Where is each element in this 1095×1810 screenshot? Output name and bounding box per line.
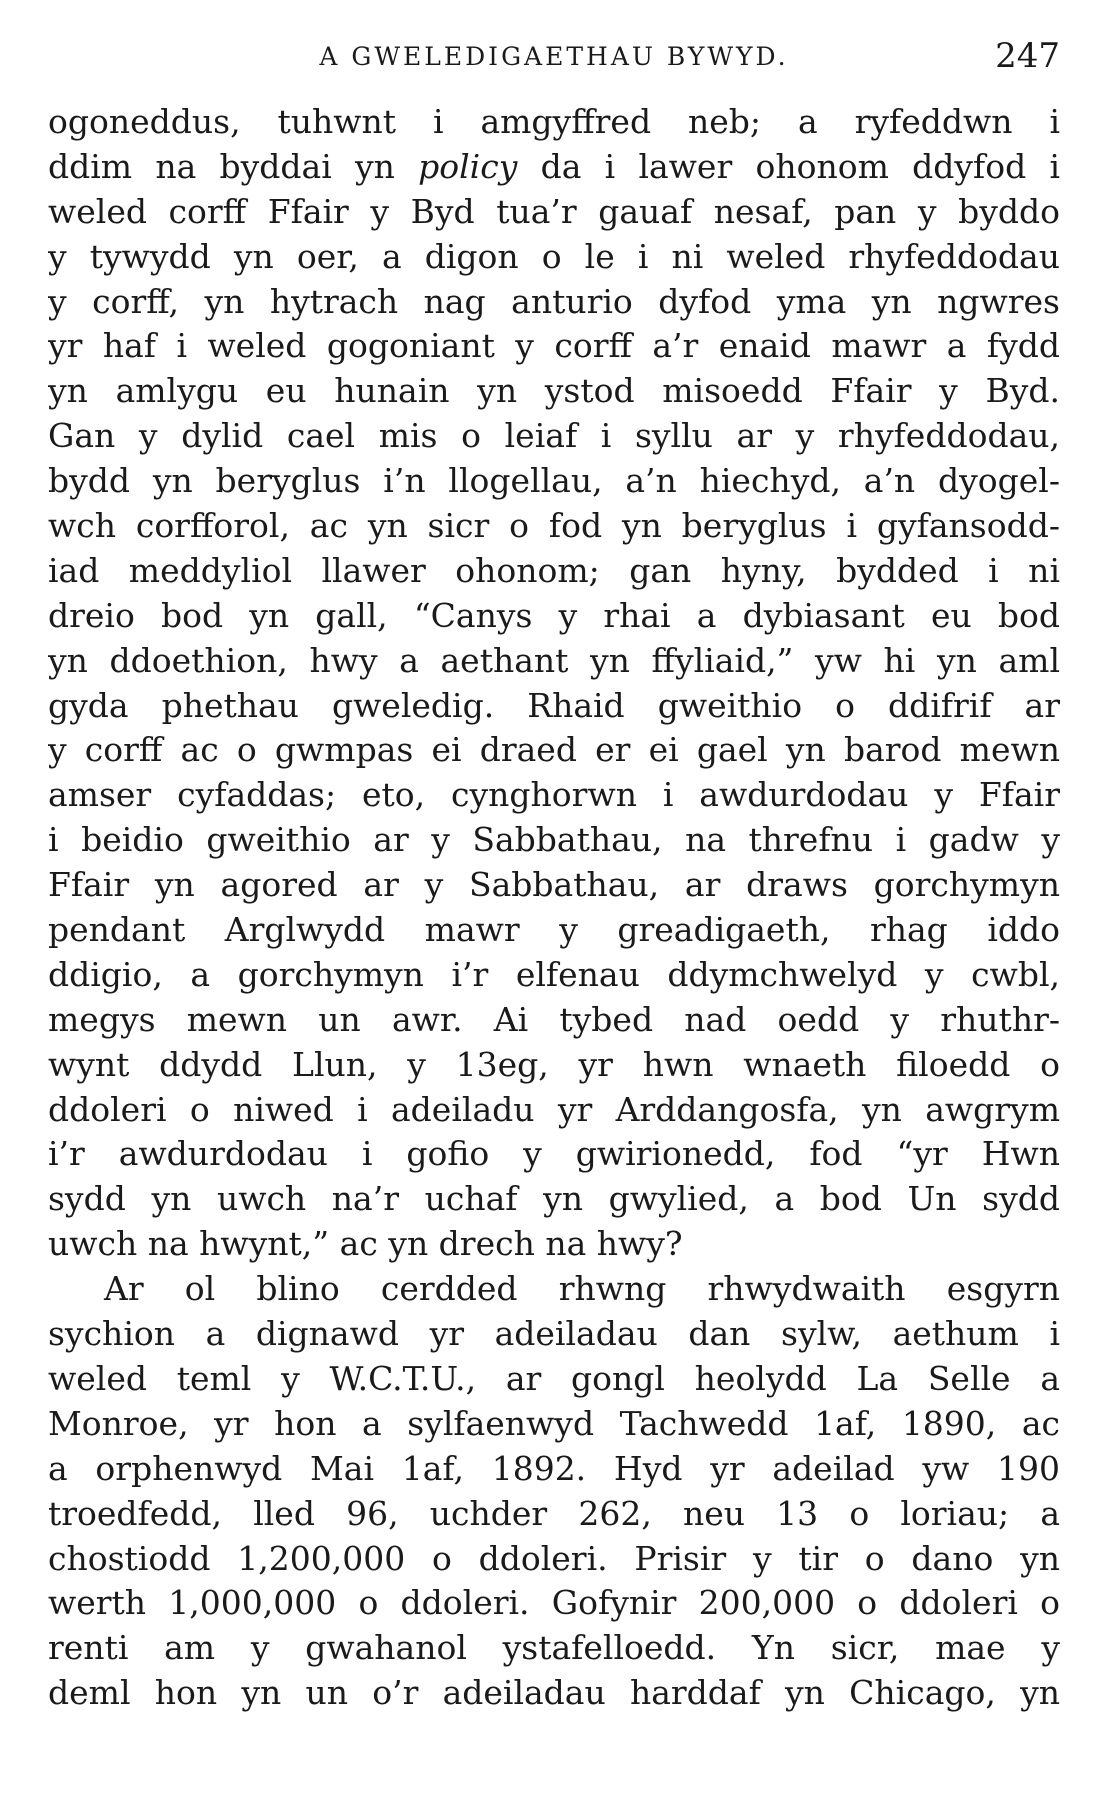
text-line: ogoneddus, tuhwnt i amgyffred neb; a ryfeddwn i bbox=[48, 102, 1060, 141]
text-line: dreio bod yn gall, “Canys y rhai a dybiasant eu bod bbox=[48, 595, 1060, 635]
text-line: y corff ac o gwmpas ei draed er ei gael yn barod mewn bbox=[48, 730, 1060, 770]
text-line: Monroe, yr hon a sylfaenwyd Tachwedd 1af, 1890, ac bbox=[48, 1403, 1060, 1443]
book-page bbox=[48, 36, 1060, 1716]
text-line: weled corff Ffair y Byd tua’r gauaf nesaf, pan y byddo bbox=[48, 191, 1060, 231]
paragraph-2 bbox=[48, 1267, 1060, 1716]
text-line: yr haf i weled gogoniant y corff a’r enaid mawr a fydd bbox=[48, 326, 1060, 366]
paragraph-1 bbox=[48, 100, 1060, 1267]
text-line: wch corfforol, ac yn sicr o fod yn beryglus i gyfansodd- bbox=[48, 506, 1060, 546]
text-line: renti am y gwahanol ystafelloedd. Yn sicr, mae y bbox=[48, 1628, 1060, 1668]
text-line: y tywydd yn oer, a digon o le i ni weled rhyfeddodau bbox=[48, 236, 1060, 276]
text-line: sydd yn uwch na’r uchaf yn gwylied, a bod Un sydd bbox=[48, 1179, 1060, 1219]
running-head bbox=[48, 36, 1060, 88]
text-line: gyda phethau gweledig. Rhaid gweithio o ddifrif ar bbox=[48, 685, 1060, 725]
italic-word: policy bbox=[418, 146, 518, 186]
text-line: ddigio, a gorchymyn i’r elfenau ddymchwelyd y cwbl, bbox=[48, 954, 1060, 994]
text-line: uwch na hwynt,” ac yn drech na hwy? bbox=[48, 1224, 683, 1264]
text-line: sychion a dignawd yr adeiladau dan sylw, aethum i bbox=[48, 1314, 1060, 1354]
text-line: ddoleri o niwed i adeiladu yr Arddangosfa, yn awgrym bbox=[48, 1089, 1060, 1129]
text-line: bydd yn beryglus i’n llogellau, a’n hiechyd, a’n dyogel- bbox=[48, 461, 1060, 501]
text-line: Gan y dylid cael mis o leiaf i syllu ar y rhyfeddodau, bbox=[48, 416, 1060, 456]
text-line: pendant Arglwydd mawr y greadigaeth, rhag iddo bbox=[48, 910, 1060, 950]
text-line: weled teml y W.C.T.U., ar gongl heolydd La Selle a bbox=[48, 1358, 1060, 1398]
text-line: yn amlygu eu hunain yn ystod misoedd Ffair y Byd. bbox=[48, 371, 1060, 411]
text-line: yn ddoethion, hwy a aethant yn ffyliaid,” yw hi yn aml bbox=[48, 640, 1060, 680]
running-title: A GWELEDIGAETHAU BYWYD. bbox=[319, 42, 789, 71]
text-line: y corff, yn hytrach nag anturio dyfod yma yn ngwres bbox=[48, 281, 1060, 321]
text-line: Ar ol blino cerdded rhwng rhwydwaith esgyrn bbox=[104, 1269, 1060, 1309]
text-line: troedfedd, lled 96, uchder 262, neu 13 o loriau; a bbox=[48, 1493, 1060, 1533]
text-line: deml hon yn un o’r adeiladau harddaf yn Chicago, yn bbox=[48, 1673, 1060, 1713]
text-line: wynt ddydd Llun, y 13eg, yr hwn wnaeth filoedd o bbox=[48, 1044, 1060, 1084]
text-line: megys mewn un awr. Ai tybed nad oedd y rhuthr- bbox=[48, 999, 1060, 1039]
text-line: iad meddyliol llawer ohonom; gan hyny, bydded i ni bbox=[48, 550, 1060, 590]
body-text bbox=[48, 100, 1060, 1716]
text-line: i’r awdurdodau i gofio y gwirionedd, fod “yr Hwn bbox=[48, 1134, 1060, 1174]
text-line: amser cyfaddas; eto, cynghorwn i awdurdodau y Ffair bbox=[48, 775, 1060, 815]
page-number: 247 bbox=[995, 36, 1060, 76]
text-line: Ffair yn agored ar y Sabbathau, ar draws gorchymyn bbox=[48, 865, 1060, 905]
text-line: ddim na byddai yn policy da i lawer ohonom ddyfod i bbox=[48, 146, 1060, 186]
text-line: a orphenwyd Mai 1af, 1892. Hyd yr adeilad yw 190 bbox=[48, 1448, 1060, 1488]
text-line: i beidio gweithio ar y Sabbathau, na threfnu i gadw y bbox=[48, 820, 1060, 860]
text-line: chostiodd 1,200,000 o ddoleri. Prisir y tir o dano yn bbox=[48, 1538, 1060, 1578]
text-line: werth 1,000,000 o ddoleri. Gofynir 200,000 o ddoleri o bbox=[48, 1583, 1060, 1623]
